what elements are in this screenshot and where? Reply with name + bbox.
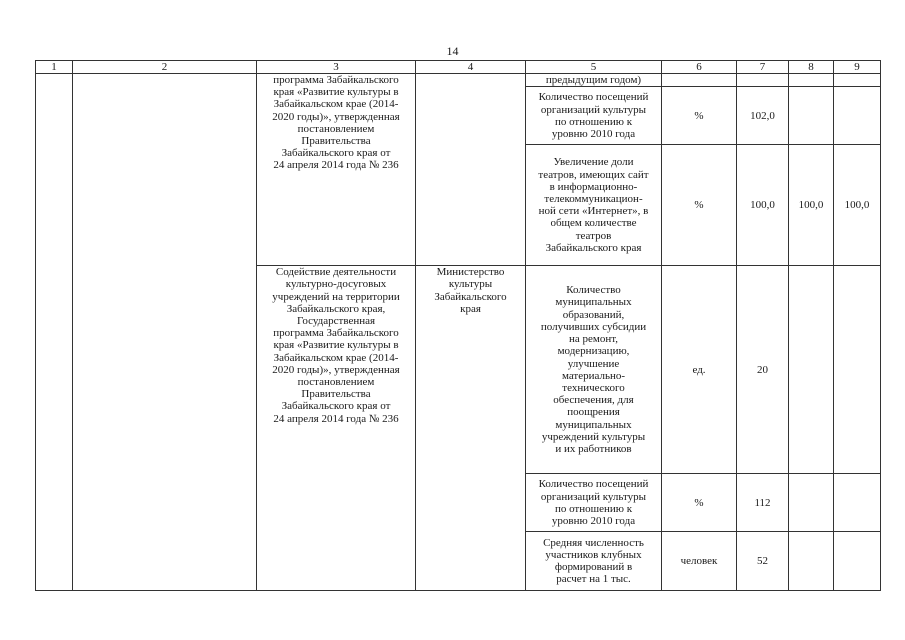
indicator-cell <box>526 532 662 591</box>
text-line: общем количестве <box>550 217 637 230</box>
unit-cell: % <box>662 145 737 266</box>
text-line: уровню 2010 года <box>551 127 636 140</box>
text-line: учреждений на территории <box>272 290 400 303</box>
text-line: обеспечения, для <box>553 394 634 407</box>
text-line: организаций культуры <box>540 490 647 503</box>
value-cell: 52 <box>737 532 789 591</box>
column-header: 3 <box>257 61 416 74</box>
text-line: Забайкальского <box>434 290 507 303</box>
text-line: учреждений культуры <box>541 430 646 443</box>
table-row <box>36 74 881 87</box>
text-line: Средняя численность <box>543 536 644 549</box>
column-header: 2 <box>73 61 257 74</box>
value-cell <box>834 87 881 145</box>
program-cell <box>257 74 416 266</box>
page-number: 14 <box>446 44 459 58</box>
text-line: Забайкальском крае (2014- <box>273 351 399 364</box>
value-cell <box>834 266 881 474</box>
text-line: модернизацию, <box>557 345 630 358</box>
text-line: Министерство <box>436 266 505 279</box>
text-line: края <box>460 302 481 315</box>
text-line: в информационно- <box>549 180 638 193</box>
text-line: технического <box>562 381 625 394</box>
value-cell <box>789 532 834 591</box>
text-line: по отношению к <box>554 115 633 128</box>
executor-cell <box>416 74 526 266</box>
cell-col1 <box>36 74 73 591</box>
text-line: телекоммуникацион- <box>544 193 643 205</box>
program-cell <box>257 266 416 591</box>
text-line: Количество посещений <box>538 478 649 491</box>
text-line: формирований в <box>554 561 633 574</box>
value-cell: 112 <box>737 474 789 532</box>
value-cell <box>789 87 834 145</box>
text-line: материально- <box>561 369 626 382</box>
cell-col2 <box>73 74 257 591</box>
text-line: культурно-досуговых <box>285 278 387 291</box>
text-line: поощрения <box>567 406 620 419</box>
text-line: постановлением <box>297 376 375 389</box>
text-line: 24 апреля 2014 года № 236 <box>273 159 399 172</box>
text-line: Забайкальского края, <box>286 302 386 315</box>
text-line: по отношению к <box>554 502 633 515</box>
executor-cell <box>416 266 526 591</box>
value-cell: 100,0 <box>834 145 881 266</box>
unit-cell: ед. <box>662 266 737 474</box>
text-line: улучшение <box>567 357 620 370</box>
value-cell <box>834 532 881 591</box>
indicator-cell <box>526 145 662 266</box>
unit-cell: % <box>662 474 737 532</box>
value-cell: 100,0 <box>737 145 789 266</box>
text-line: Забайкальского края от <box>281 147 391 160</box>
text-line: предыдущим годом) <box>545 74 642 86</box>
text-line: 24 апреля 2014 года № 236 <box>273 412 399 425</box>
value-cell <box>834 74 881 87</box>
text-line: Забайкальского края от <box>281 400 391 413</box>
indicator-cell <box>526 474 662 532</box>
column-number-row <box>36 61 881 74</box>
value-cell <box>834 474 881 532</box>
indicator-cell <box>526 87 662 145</box>
text-line: муниципальных <box>555 418 632 431</box>
text-line: на ремонт, <box>569 333 618 346</box>
text-line: уровню 2010 года <box>551 514 636 527</box>
column-header: 1 <box>36 61 73 74</box>
text-line: края «Развитие культуры в <box>273 86 399 99</box>
text-line: и их работников <box>555 442 632 455</box>
text-line: Забайкальского края <box>545 241 642 254</box>
text-line: получивших субсидии <box>540 320 647 333</box>
text-line: театров <box>575 229 612 242</box>
value-cell <box>737 74 789 87</box>
column-header: 9 <box>834 61 881 74</box>
text-line: Государственная <box>296 315 376 328</box>
text-line: 2020 годы)», утвержденная <box>272 110 400 123</box>
text-line: Забайкальском крае (2014- <box>273 98 399 111</box>
indicator-cell <box>526 266 662 474</box>
text-line: программа Забайкальского <box>273 74 399 86</box>
text-line: муниципальных <box>555 296 632 309</box>
column-header: 6 <box>662 61 737 74</box>
unit-cell <box>662 74 737 87</box>
unit-cell: % <box>662 87 737 145</box>
text-line: театров, имеющих сайт <box>538 168 649 181</box>
value-cell <box>789 266 834 474</box>
text-line: культуры <box>448 278 493 291</box>
text-line: образований, <box>562 308 625 321</box>
text-line: 2020 годы)», утвержденная <box>272 363 400 376</box>
text-line: Количество посещений <box>538 91 649 104</box>
text-line: края «Развитие культуры в <box>273 339 399 352</box>
value-cell: 20 <box>737 266 789 474</box>
column-header: 4 <box>416 61 526 74</box>
text-line: организаций культуры <box>540 103 647 116</box>
text-line: программа Забайкальского <box>273 327 399 340</box>
value-cell <box>789 474 834 532</box>
column-header: 8 <box>789 61 834 74</box>
text-line: Содействие деятельности <box>275 266 397 279</box>
text-line: Правительства <box>301 388 371 401</box>
text-line: расчет на 1 тыс. <box>556 573 631 586</box>
value-cell: 102,0 <box>737 87 789 145</box>
text-line: Увеличение доли <box>553 156 634 169</box>
text-line: Количество <box>566 284 621 297</box>
indicator-cell <box>526 74 662 87</box>
value-cell <box>789 74 834 87</box>
value-cell: 100,0 <box>789 145 834 266</box>
column-header: 5 <box>526 61 662 74</box>
text-line: Правительства <box>301 135 371 148</box>
unit-cell: человек <box>662 532 737 591</box>
text-line: ной сети «Интернет», в <box>538 205 649 218</box>
indicators-table <box>35 60 881 591</box>
text-line: постановлением <box>297 122 375 135</box>
text-line: участников клубных <box>545 549 642 561</box>
column-header: 7 <box>737 61 789 74</box>
